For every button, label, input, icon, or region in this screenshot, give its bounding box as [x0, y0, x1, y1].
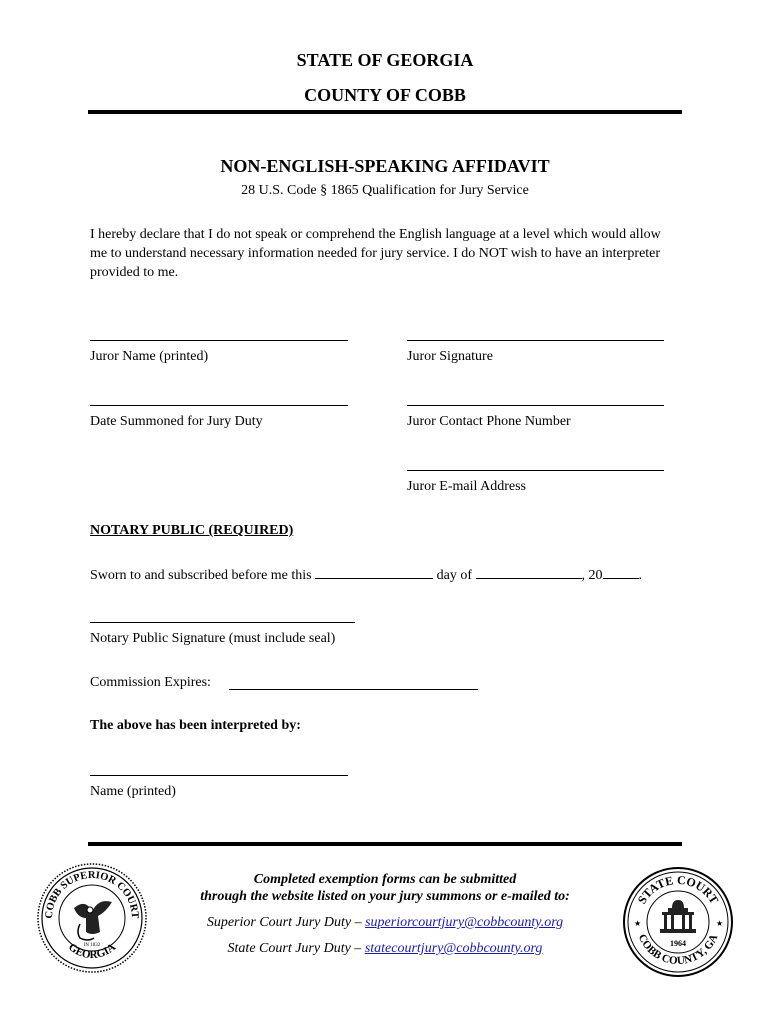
notary-signature-label: Notary Public Signature (must include seal) — [90, 631, 336, 646]
sworn-prefix: Sworn to and subscribed before me this — [90, 568, 312, 583]
right-seal-bottom-text: COBB COUNTY, GA — [635, 932, 721, 968]
sworn-year-label: , 20 — [581, 568, 603, 583]
right-seal-year: 1964 — [670, 939, 686, 948]
juror-name-line[interactable] — [90, 340, 348, 341]
form-title: NON-ENGLISH-SPEAKING AFFIDAVIT — [220, 156, 550, 176]
juror-email-line[interactable] — [407, 470, 664, 471]
header-rule — [88, 110, 682, 114]
interpreter-heading: The above has been interpreted by: — [90, 718, 301, 733]
declaration-text: I hereby declare that I do not speak or comprehend the English language at a level which would allow me to understand necessary information needed for jury service. I do NOT wish to have an interpreter provided to me. — [90, 227, 661, 280]
svg-text:★: ★ — [634, 919, 642, 928]
interpreter-name-label: Name (printed) — [90, 784, 176, 799]
sworn-day-label: day of — [436, 568, 473, 583]
date-summoned-line[interactable] — [90, 405, 348, 406]
sworn-month-blank[interactable] — [476, 566, 582, 579]
county-heading: COUNTY OF COBB — [304, 85, 466, 105]
form-subtitle: 28 U.S. Code § 1865 Qualification for Jury Service — [241, 183, 529, 198]
commission-expires-line[interactable] — [229, 689, 478, 690]
sworn-day-blank[interactable] — [315, 566, 433, 579]
superior-court-email-link[interactable]: superiorcourtjury@cobbcounty.org — [365, 915, 564, 930]
state-heading: STATE OF GEORGIA — [296, 50, 474, 70]
left-seal-inner-text: IN 1832 — [83, 943, 101, 948]
sworn-year-blank[interactable] — [603, 566, 639, 579]
left-seal-bottom-text: GEORGIA — [65, 941, 118, 962]
juror-phone-label: Juror Contact Phone Number — [407, 414, 571, 429]
notary-signature-line[interactable] — [90, 622, 355, 623]
svg-text:★: ★ — [716, 919, 724, 928]
state-court-label: State Court Jury Duty – — [227, 941, 362, 956]
date-summoned-label: Date Summoned for Jury Duty — [90, 414, 263, 429]
footer-line-2: through the website listed on your jury summons or e-mailed to: — [200, 889, 570, 904]
eagle-seal-icon — [36, 862, 148, 974]
state-court-email-link[interactable]: statecourtjury@cobbcounty.org — [364, 941, 543, 956]
juror-signature-line[interactable] — [407, 340, 664, 341]
superior-court-label: Superior Court Jury Duty – — [206, 915, 362, 930]
commission-expires-label: Commission Expires: — [90, 675, 211, 690]
right-seal-top-text: STATE COURT — [634, 872, 722, 907]
sworn-end: . — [638, 568, 643, 583]
interpreter-name-line[interactable] — [90, 775, 348, 776]
sworn-statement — [90, 566, 642, 584]
juror-signature-label: Juror Signature — [407, 349, 493, 364]
courthouse-seal-icon — [622, 866, 734, 978]
juror-email-label: Juror E-mail Address — [407, 479, 526, 494]
footer-rule — [88, 842, 682, 846]
notary-heading: NOTARY PUBLIC (REQUIRED) — [90, 523, 294, 538]
left-seal-top-text: COBB SUPERIOR COURT — [43, 869, 141, 920]
juror-phone-line[interactable] — [407, 405, 664, 406]
footer-line-1: Completed exemption forms can be submitted — [253, 872, 517, 887]
juror-name-label: Juror Name (printed) — [90, 349, 209, 364]
